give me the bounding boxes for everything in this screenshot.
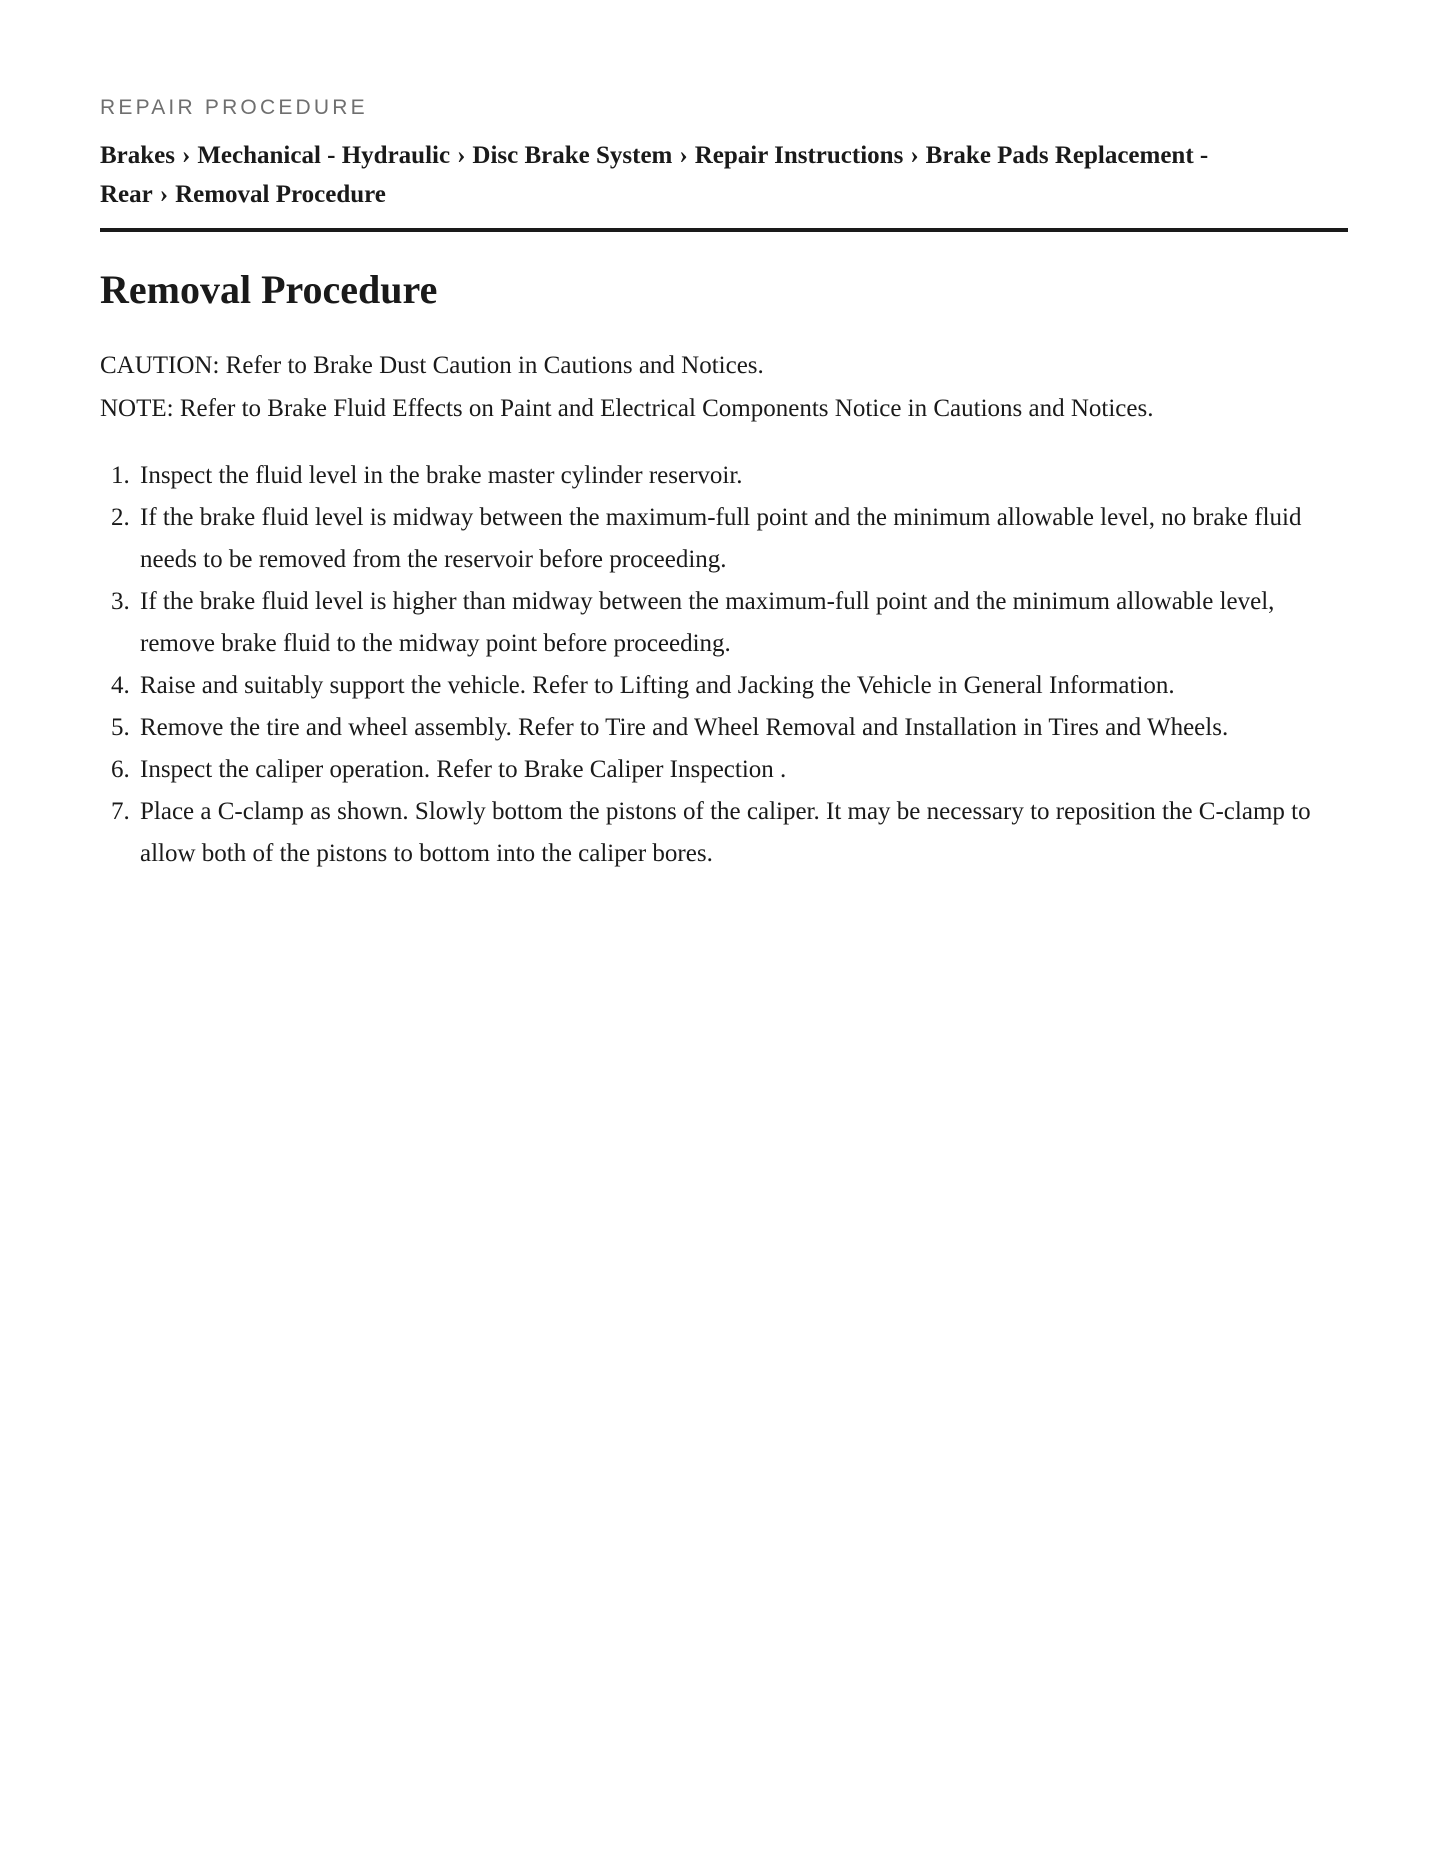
list-item	[100, 581, 1350, 665]
step-number: 6.	[111, 756, 130, 783]
breadcrumb-item-brake-pads-replacement-rear[interactable]: Brake Pads Replacement - Rear	[100, 142, 1209, 208]
page-title: Removal Procedure	[100, 267, 438, 312]
list-item	[100, 707, 1350, 749]
step-text: If the brake fluid level is higher than midway between the maximum-full point and the minimum allowable level, remove brake fluid to the midway point before proceeding.	[140, 588, 1275, 657]
step-number: 4.	[111, 672, 130, 699]
breadcrumb-separator: ›	[679, 142, 688, 169]
step-text: If the brake fluid level is midway between the maximum-full point and the minimum allowable level, no brake fluid needs to be removed from the reservoir before proceeding.	[140, 504, 1302, 573]
step-number: 2.	[111, 504, 130, 531]
breadcrumb-separator: ›	[910, 142, 919, 169]
caution-notice: CAUTION: Refer to Brake Dust Caution in Cautions and Notices.	[100, 352, 764, 379]
list-item	[100, 497, 1350, 581]
section-eyebrow: REPAIR PROCEDURE	[100, 96, 368, 119]
breadcrumb-item-brakes[interactable]: Brakes	[100, 142, 175, 169]
step-text: Inspect the caliper operation. Refer to Brake Caliper Inspection .	[140, 756, 787, 783]
breadcrumb-separator: ›	[182, 142, 191, 169]
step-number: 1.	[111, 462, 130, 489]
breadcrumb-item-mechanical-hydraulic[interactable]: Mechanical - Hydraulic	[197, 142, 451, 169]
step-number: 5.	[111, 714, 130, 741]
notices-block	[100, 344, 1350, 430]
breadcrumb-item-removal-procedure: Removal Procedure	[175, 181, 386, 208]
list-item	[100, 665, 1350, 707]
list-item	[100, 791, 1350, 875]
header-divider	[100, 228, 1348, 232]
procedure-steps-list	[100, 455, 1350, 875]
step-text: Place a C-clamp as shown. Slowly bottom the pistons of the caliper. It may be necessary to reposition the C-clamp to allow both of the pistons to bottom into the caliper bores.	[140, 798, 1311, 867]
step-number: 7.	[111, 798, 130, 825]
note-notice: NOTE: Refer to Brake Fluid Effects on Paint and Electrical Components Notice in Cautions and Notices.	[100, 395, 1154, 422]
breadcrumb-separator: ›	[457, 142, 466, 169]
list-item	[100, 455, 1350, 497]
breadcrumb	[100, 136, 1350, 214]
step-text: Remove the tire and wheel assembly. Refer to Tire and Wheel Removal and Installation in Tires and Wheels.	[140, 714, 1229, 741]
step-text: Raise and suitably support the vehicle. Refer to Lifting and Jacking the Vehicle in General Information.	[140, 672, 1175, 699]
step-text: Inspect the fluid level in the brake master cylinder reservoir.	[140, 462, 743, 489]
breadcrumb-item-disc-brake-system[interactable]: Disc Brake System	[472, 142, 673, 169]
list-item	[100, 749, 1350, 791]
step-number: 3.	[111, 588, 130, 615]
breadcrumb-item-repair-instructions[interactable]: Repair Instructions	[694, 142, 904, 169]
breadcrumb-separator: ›	[159, 181, 169, 208]
